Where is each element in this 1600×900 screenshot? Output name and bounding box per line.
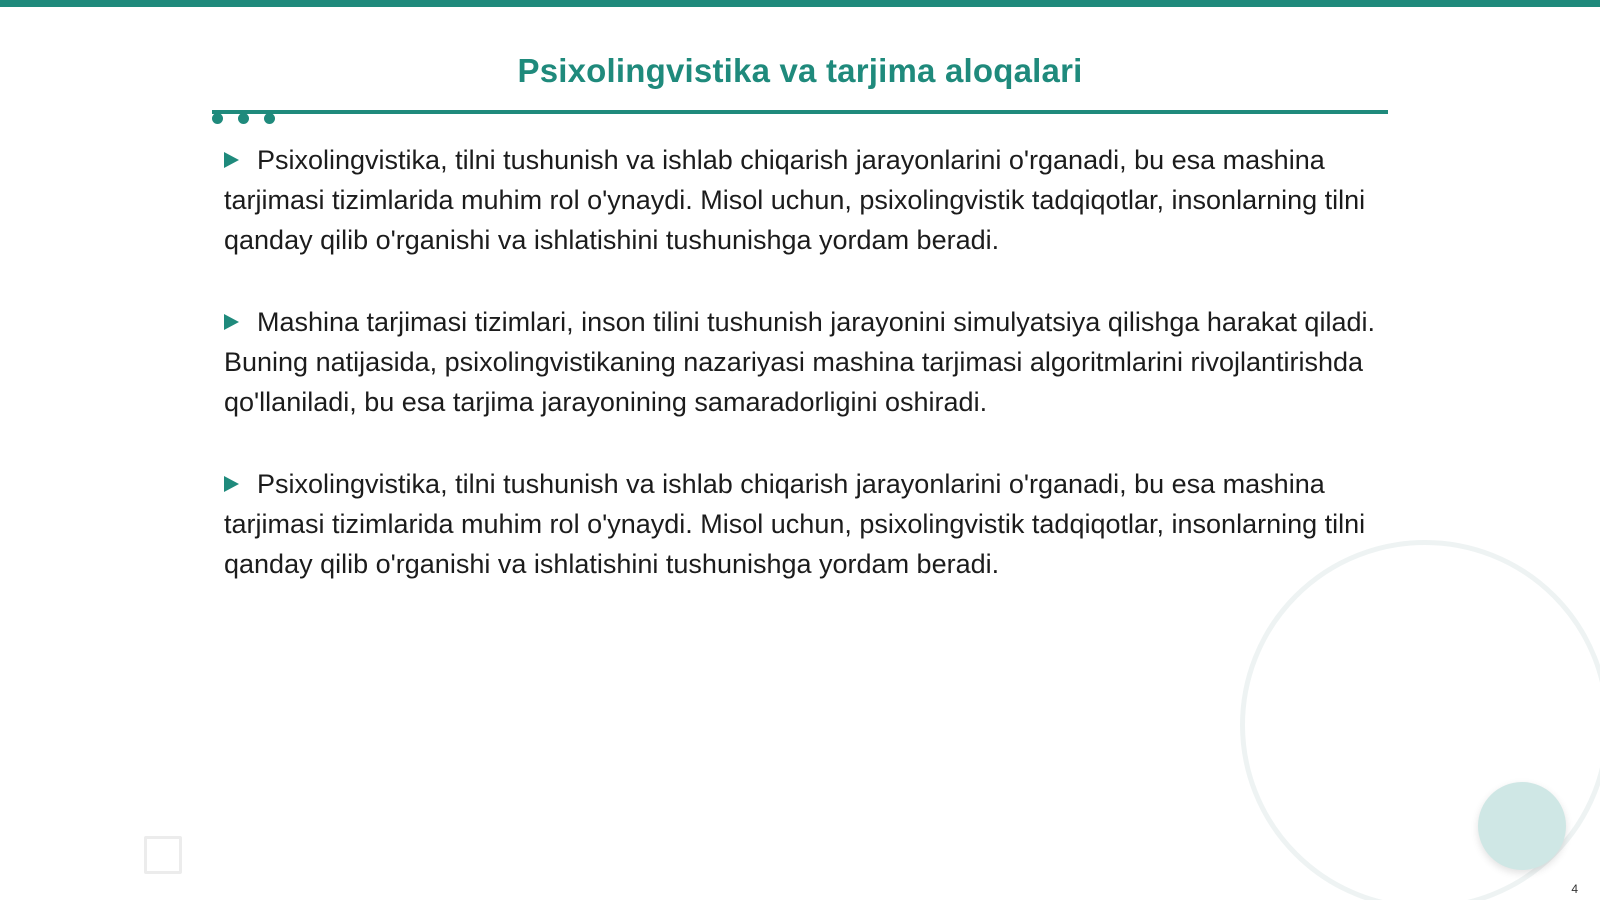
top-accent-bar: [0, 0, 1600, 7]
title-underline: [212, 110, 1388, 114]
decorative-dot: [212, 113, 223, 124]
bullet-list: [224, 140, 1384, 626]
bullet-paragraph: [224, 140, 1384, 260]
bullet-text: Psixolingvistika, tilni tushunish va ishlab chiqarish jarayonlarini o'rganadi, bu esa mashina tarjimasi tizimlarida muhim rol o'ynaydi. Misol uchun, psixolingvistik tadqiqotlar, insonlarning tilni qanday qilib o'rganishi va ishlatishini tushunishga yordam beradi.: [224, 145, 1366, 255]
decorative-dot: [238, 113, 249, 124]
triangle-right-icon: [224, 152, 239, 168]
bullet-paragraph: [224, 302, 1384, 422]
bullet-text: Mashina tarjimasi tizimlari, inson tilini tushunish jarayonini simulyatsiya qilishga harakat qiladi. Buning natijasida, psixolingvistikaning nazariyasi mashina tarjimasi algoritmlarini rivojlantirishda qo'llaniladi, bu esa tarjima jarayonining samaradorligini oshiradi.: [224, 307, 1375, 417]
bullet-paragraph: [224, 464, 1384, 584]
triangle-right-icon: [224, 476, 239, 492]
decorative-circle: [1478, 782, 1566, 870]
page-number: 4: [1571, 882, 1578, 896]
triangle-right-icon: [224, 314, 239, 330]
bullet-text: Psixolingvistika, tilni tushunish va ishlab chiqarish jarayonlarini o'rganadi, bu esa mashina tarjimasi tizimlarida muhim rol o'ynaydi. Misol uchun, psixolingvistik tadqiqotlar, insonlarning tilni qanday qilib o'rganishi va ishlatishini tushunishga yordam beradi.: [224, 469, 1366, 579]
decorative-dot: [264, 113, 275, 124]
slide-title: Psixolingvistika va tarjima aloqalari: [517, 52, 1083, 89]
decorative-square: [144, 836, 182, 874]
